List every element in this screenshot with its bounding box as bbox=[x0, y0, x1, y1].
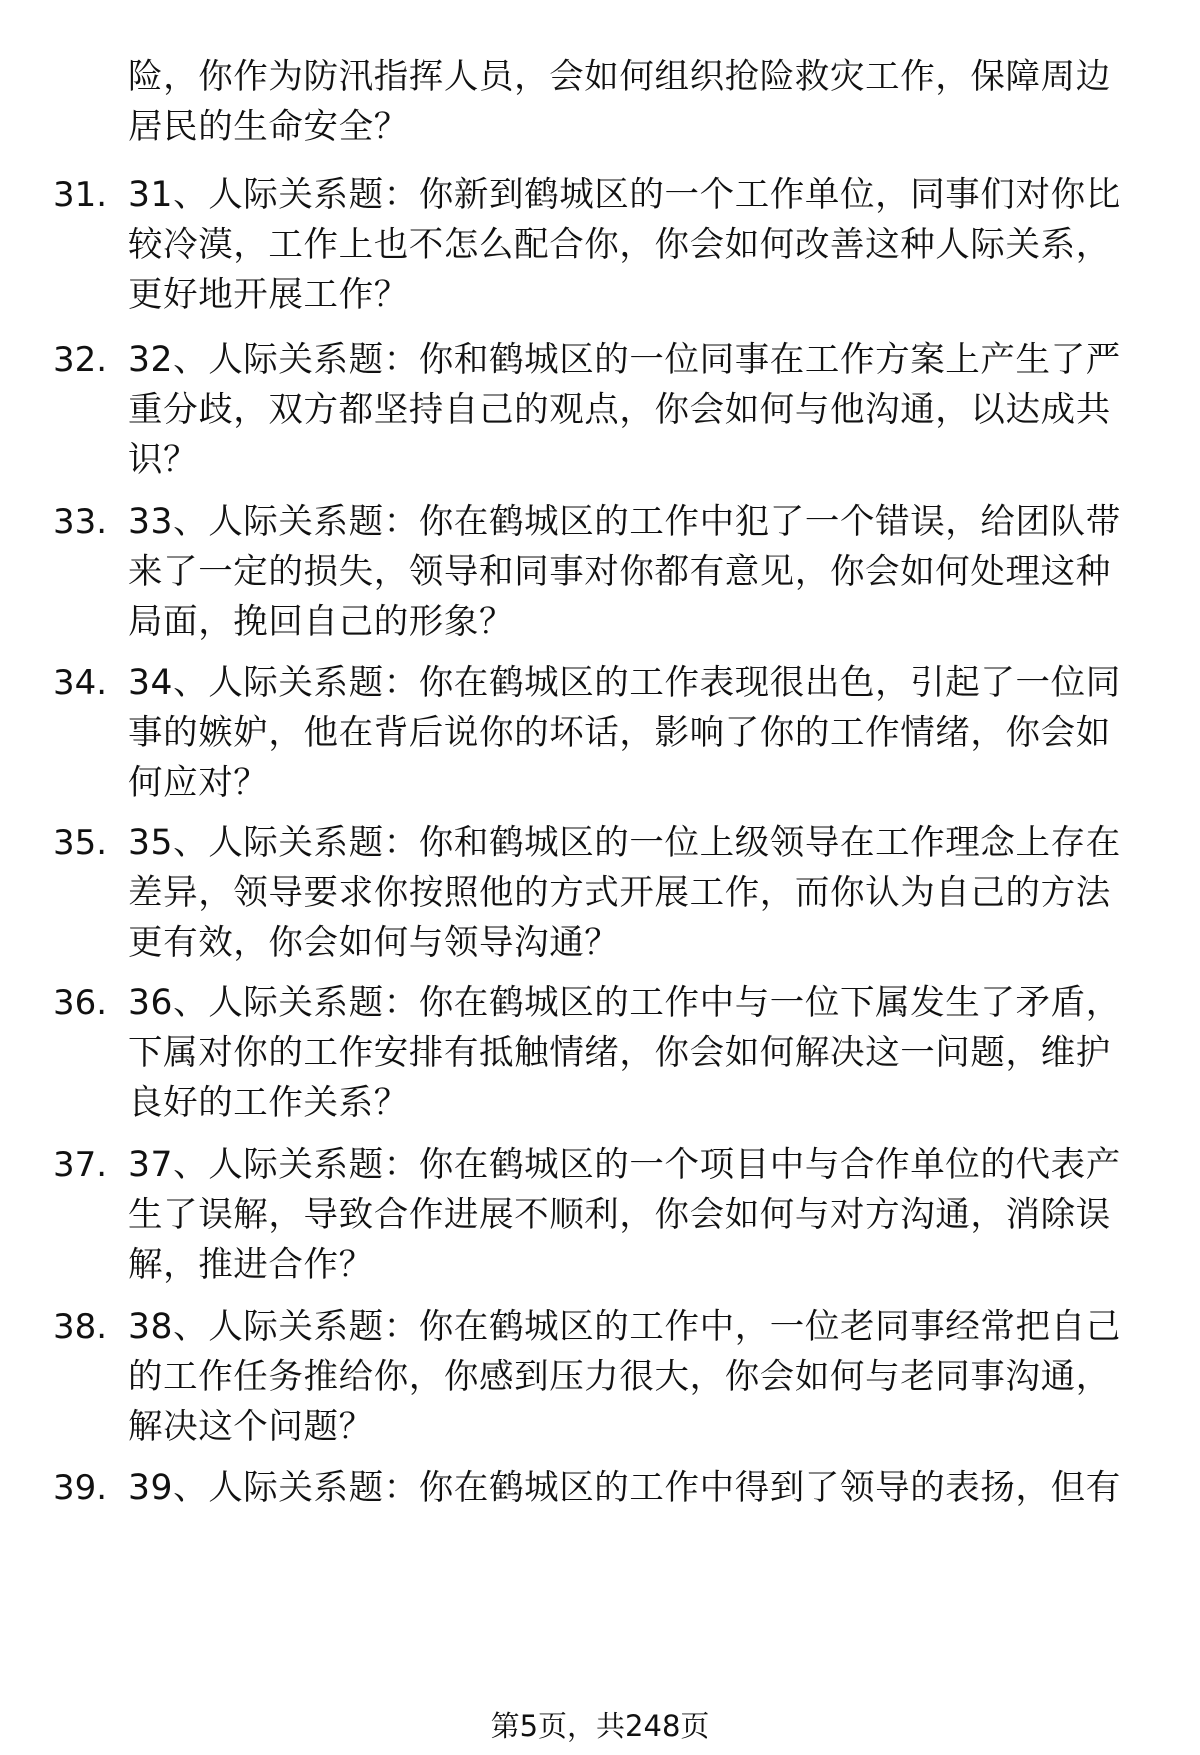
text-line: 解，推进合作？ bbox=[128, 1245, 374, 1285]
question-text bbox=[128, 335, 1148, 485]
question-number: 39. bbox=[53, 1468, 108, 1508]
text-line: 34、人际关系题：你在鹤城区的工作表现很出色，引起了一位同 bbox=[128, 663, 1121, 703]
text-line: 居民的生命安全？ bbox=[128, 107, 409, 147]
text-line: 37、人际关系题：你在鹤城区的一个项目中与合作单位的代表产 bbox=[128, 1145, 1121, 1185]
intro-text bbox=[128, 52, 1148, 152]
text-line: 来了一定的损失，领导和同事对你都有意见，你会如何处理这种 bbox=[128, 552, 1111, 592]
question-number: 38. bbox=[53, 1307, 108, 1347]
question-number: 37. bbox=[53, 1145, 108, 1185]
question-text bbox=[128, 1463, 1148, 1513]
text-line: 38、人际关系题：你在鹤城区的工作中，一位老同事经常把自己 bbox=[128, 1307, 1121, 1347]
question-text bbox=[128, 497, 1148, 647]
question-number: 33. bbox=[53, 502, 108, 542]
question-text bbox=[128, 658, 1148, 808]
text-line: 局面，挽回自己的形象？ bbox=[128, 602, 515, 642]
text-line: 39、人际关系题：你在鹤城区的工作中得到了领导的表扬，但有 bbox=[128, 1468, 1121, 1508]
question-number: 31. bbox=[53, 175, 108, 215]
question-text bbox=[128, 978, 1148, 1128]
text-line: 良好的工作关系？ bbox=[128, 1083, 409, 1123]
text-line: 36、人际关系题：你在鹤城区的工作中与一位下属发生了矛盾， bbox=[128, 983, 1121, 1023]
text-line: 较冷漠，工作上也不怎么配合你，你会如何改善这种人际关系， bbox=[128, 225, 1111, 265]
question-number: 35. bbox=[53, 823, 108, 863]
text-line: 下属对你的工作安排有抵触情绪，你会如何解决这一问题，维护 bbox=[128, 1033, 1111, 1073]
text-line: 差异，领导要求你按照他的方式开展工作，而你认为自己的方法 bbox=[128, 873, 1111, 913]
text-line: 35、人际关系题：你和鹤城区的一位上级领导在工作理念上存在 bbox=[128, 823, 1121, 863]
text-line: 的工作任务推给你，你感到压力很大，你会如何与老同事沟通， bbox=[128, 1357, 1111, 1397]
text-line: 险，你作为防汛指挥人员，会如何组织抢险救灾工作，保障周边 bbox=[128, 57, 1111, 97]
text-line: 33、人际关系题：你在鹤城区的工作中犯了一个错误，给团队带 bbox=[128, 502, 1121, 542]
text-line: 31、人际关系题：你新到鹤城区的一个工作单位，同事们对你比 bbox=[128, 175, 1121, 215]
text-line: 32、人际关系题：你和鹤城区的一位同事在工作方案上产生了严 bbox=[128, 340, 1121, 380]
question-number: 36. bbox=[53, 983, 108, 1023]
text-line: 事的嫉妒，他在背后说你的坏话，影响了你的工作情绪，你会如 bbox=[128, 713, 1111, 753]
text-line: 解决这个问题？ bbox=[128, 1407, 374, 1447]
text-line: 更有效，你会如何与领导沟通？ bbox=[128, 923, 620, 963]
text-line: 重分歧，双方都坚持自己的观点，你会如何与他沟通，以达成共 bbox=[128, 390, 1111, 430]
text-line: 何应对？ bbox=[128, 763, 269, 803]
text-line: 识？ bbox=[128, 440, 199, 480]
question-number: 32. bbox=[53, 340, 108, 380]
question-text bbox=[128, 1140, 1148, 1290]
question-text bbox=[128, 818, 1148, 968]
question-text bbox=[128, 170, 1148, 320]
text-line: 生了误解，导致合作进展不顺利，你会如何与对方沟通，消除误 bbox=[128, 1195, 1111, 1235]
question-number: 34. bbox=[53, 663, 108, 703]
text-line: 更好地开展工作？ bbox=[128, 275, 409, 315]
question-text bbox=[128, 1302, 1148, 1452]
page-footer: 第5页，共248页 bbox=[490, 1709, 710, 1743]
